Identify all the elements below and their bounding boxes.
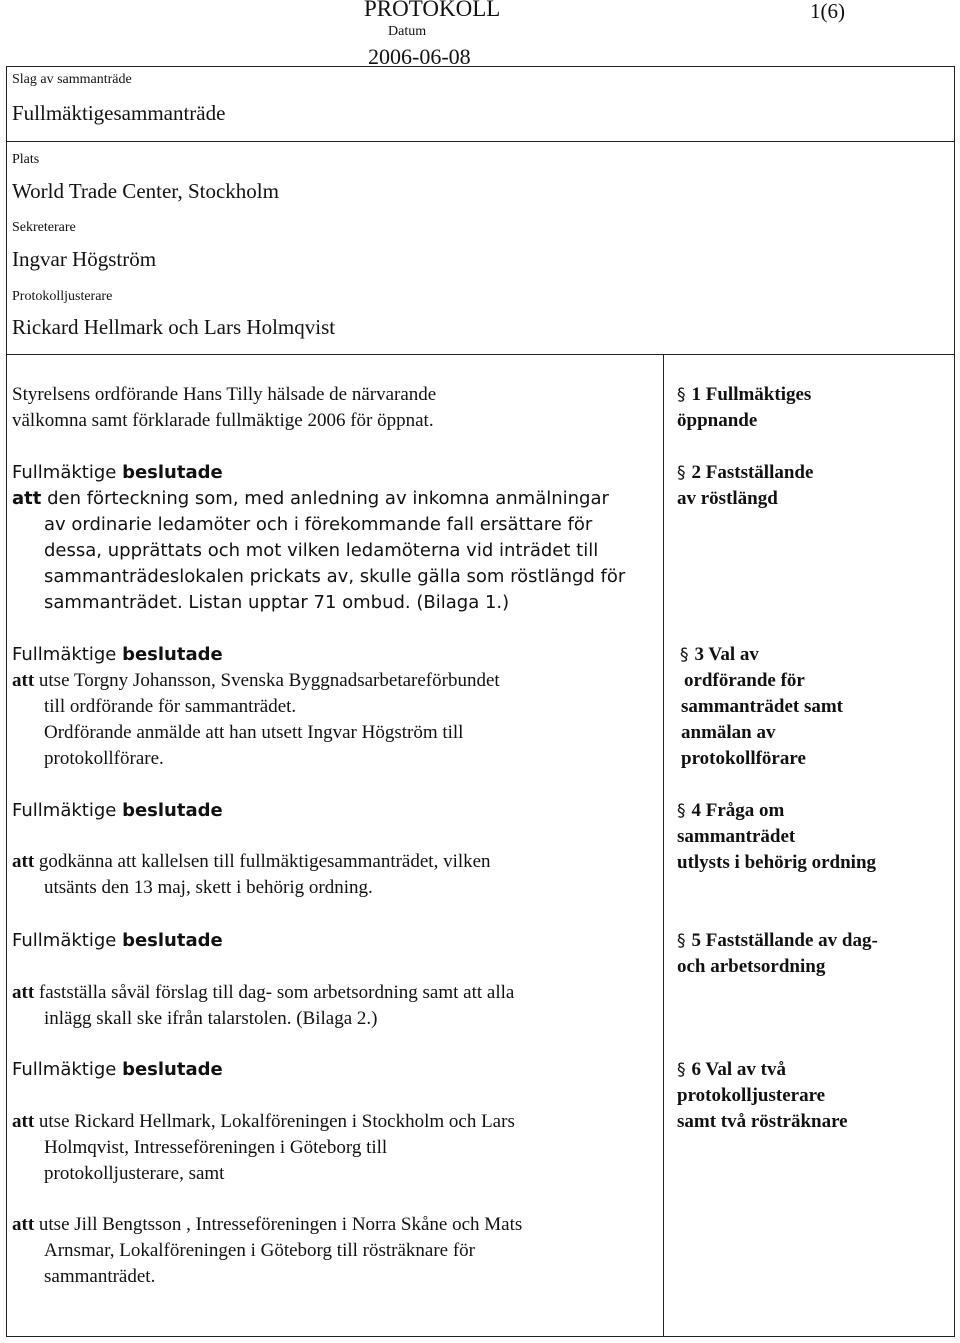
decision-line xyxy=(12,486,609,512)
decision-text: godkänna att kallelsen till fullmäktigesammanträdet, vilken xyxy=(38,851,491,872)
section-heading-text: 6 Val av två xyxy=(691,1059,786,1080)
section-heading-5 xyxy=(677,928,878,954)
section-heading-text: anmälan av xyxy=(681,722,776,743)
decision-heading xyxy=(12,460,223,486)
section-heading-text: sammanträdet xyxy=(677,826,796,847)
decision-line: utsänts den 13 maj, skett i behörig ordning. xyxy=(44,877,373,898)
section-heading-text: samt två rösträknare xyxy=(677,1111,848,1132)
decision-heading xyxy=(12,1057,223,1083)
section-heading-text: protokolljusterare xyxy=(677,1085,826,1106)
decision-heading xyxy=(12,928,223,954)
decision-word: beslutade xyxy=(122,644,223,665)
att-word: att xyxy=(12,488,42,509)
decision-prefix: Fullmäktige xyxy=(12,800,117,821)
decision-word: beslutade xyxy=(122,1059,223,1080)
section-symbol: § xyxy=(680,645,689,665)
att-word: att xyxy=(12,851,35,872)
decision-text: den förteckning som, med anledning av inkomna anmälningar xyxy=(47,488,609,509)
decision-word: beslutade xyxy=(122,462,223,483)
section-heading-3 xyxy=(680,642,759,668)
decision-line: inlägg skall ske ifrån talarstolen. (Bilaga 2.) xyxy=(44,1008,378,1029)
decision-line: dessa, upprättats och mot vilken ledamöterna vid inträdet till xyxy=(44,540,599,561)
decision-line xyxy=(12,849,491,875)
section-heading-text: av röstlängd xyxy=(677,488,778,509)
decision-prefix: Fullmäktige xyxy=(12,462,117,483)
secretary-label: Sekreterare xyxy=(12,220,76,235)
decision-word: beslutade xyxy=(122,800,223,821)
section-heading-text: 3 Val av xyxy=(694,644,759,665)
decision-line xyxy=(12,980,514,1006)
section-symbol: § xyxy=(677,931,686,951)
section-heading-text: och arbetsordning xyxy=(677,956,826,977)
decision-line: sammanträdet. Listan upptar 71 ombud. (Bilaga 1.) xyxy=(44,592,510,613)
section-symbol: § xyxy=(677,463,686,483)
section-heading-2 xyxy=(677,460,813,486)
decision-line: Arnsmar, Lokalföreningen i Göteborg till rösträknare för xyxy=(44,1240,476,1261)
intro-line: välkomna samt förklarade fullmäktige 2006 för öppnat. xyxy=(12,410,434,431)
intro-line: Styrelsens ordförande Hans Tilly hälsade de närvarande xyxy=(12,384,437,405)
decision-line: av ordinarie ledamöter och i förekommande fall ersättare för xyxy=(44,514,593,535)
divider xyxy=(6,354,955,355)
decision-line: sammanträdeslokalen prickats av, skulle gälla som röstlängd för xyxy=(44,566,626,587)
section-heading-6 xyxy=(677,1057,786,1083)
decision-text: utse Rickard Hellmark, Lokalföreningen i Stockholm och Lars xyxy=(38,1111,515,1132)
decision-line: protokolljusterare, samt xyxy=(44,1163,225,1184)
meeting-type-value: Fullmäktigesammanträde xyxy=(12,101,226,125)
section-heading-text: 2 Fastställande xyxy=(691,462,814,483)
section-heading-text: 5 Fastställande av dag- xyxy=(691,930,878,951)
section-heading-text: 1 Fullmäktiges xyxy=(691,384,812,405)
att-word: att xyxy=(12,982,35,1003)
decision-heading xyxy=(12,798,223,824)
att-word: att xyxy=(12,670,35,691)
decision-line xyxy=(12,1212,522,1238)
decision-prefix: Fullmäktige xyxy=(12,644,117,665)
section-heading-text: ordförande för xyxy=(684,670,805,691)
place-value: World Trade Center, Stockholm xyxy=(12,179,279,203)
date-label: Datum xyxy=(388,24,427,39)
section-heading-text: 4 Fråga om xyxy=(691,800,785,821)
decision-text: utse Jill Bengtsson , Intresseföreningen i Norra Skåne och Mats xyxy=(38,1214,523,1235)
decision-line: Ordförande anmälde att han utsett Ingvar Högström till xyxy=(44,722,464,743)
section-heading-text: utlysts i behörig ordning xyxy=(677,852,877,873)
decision-prefix: Fullmäktige xyxy=(12,930,117,951)
decision-line: till ordförande för sammanträdet. xyxy=(44,696,297,717)
decision-heading xyxy=(12,642,223,668)
adjusters-label: Protokolljusterare xyxy=(12,289,113,304)
adjusters-value: Rickard Hellmark och Lars Holmqvist xyxy=(12,315,336,339)
decision-line xyxy=(12,668,500,694)
secretary-value: Ingvar Högström xyxy=(12,247,157,271)
decision-word: beslutade xyxy=(122,930,223,951)
column-divider xyxy=(663,354,664,1337)
decision-line: protokollförare. xyxy=(44,748,164,769)
date-value: 2006-06-08 xyxy=(368,44,471,69)
section-heading-4 xyxy=(677,798,784,824)
divider xyxy=(6,141,955,142)
decision-text: fastställa såväl förslag till dag- som arbetsordning samt att alla xyxy=(38,982,515,1003)
section-heading-text: sammanträdet samt xyxy=(681,696,844,717)
decision-line: sammanträdet. xyxy=(44,1266,156,1287)
place-label: Plats xyxy=(12,152,40,167)
decision-line: Holmqvist, Intresseföreningen i Göteborg till xyxy=(44,1137,388,1158)
att-word: att xyxy=(12,1214,35,1235)
page-header xyxy=(0,0,960,72)
section-symbol: § xyxy=(677,801,686,821)
decision-line xyxy=(12,1109,515,1135)
section-symbol: § xyxy=(677,385,686,405)
att-word: att xyxy=(12,1111,35,1132)
section-heading-text: protokollförare xyxy=(681,748,806,769)
section-heading-1 xyxy=(677,382,811,408)
document-title: PROTOKOLL xyxy=(364,0,501,21)
section-heading-text: öppnande xyxy=(677,410,758,431)
section-symbol: § xyxy=(677,1060,686,1080)
decision-text: utse Torgny Johansson, Svenska Byggnadsarbetareförbundet xyxy=(38,670,500,691)
decision-prefix: Fullmäktige xyxy=(12,1059,117,1080)
page-number: 1(6) xyxy=(810,0,845,23)
meeting-type-label: Slag av sammanträde xyxy=(12,72,132,87)
